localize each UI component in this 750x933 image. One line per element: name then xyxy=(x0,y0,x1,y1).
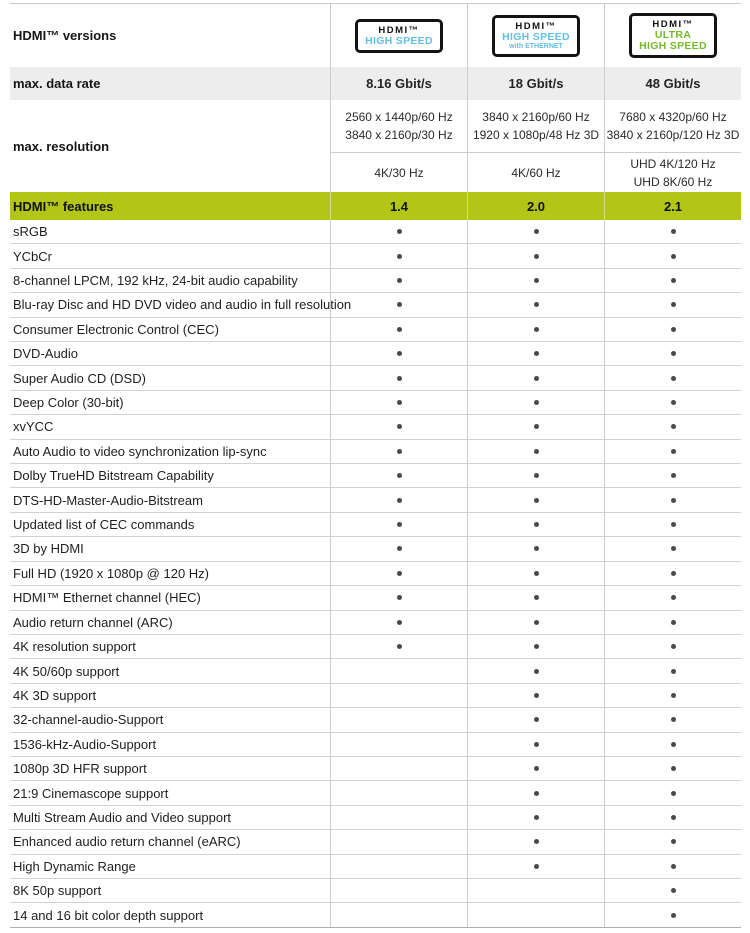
feature-supported-cell xyxy=(604,318,741,341)
resolution-cell xyxy=(467,100,604,192)
feature-label: 14 and 16 bit color depth support xyxy=(13,907,204,923)
feature-unsupported-cell xyxy=(330,830,467,853)
badge-subline: with ETHERNET xyxy=(509,42,563,50)
feature-supported-cell xyxy=(604,391,741,414)
features-header-label: HDMI™ features xyxy=(13,198,114,214)
support-dot-icon xyxy=(397,620,402,625)
support-dot-icon xyxy=(534,693,539,698)
support-dot-icon xyxy=(671,620,676,625)
support-dot-icon xyxy=(534,376,539,381)
feature-unsupported-cell xyxy=(330,903,467,926)
feature-unsupported-cell xyxy=(330,708,467,731)
feature-supported-cell xyxy=(330,537,467,560)
feature-supported-cell xyxy=(604,635,741,658)
feature-supported-cell xyxy=(467,635,604,658)
resolution-line: 7680 x 4320p/60 Hz xyxy=(619,110,727,124)
support-dot-icon xyxy=(671,888,676,893)
feature-supported-cell xyxy=(604,781,741,804)
feature-supported-cell xyxy=(330,464,467,487)
support-dot-icon xyxy=(671,522,676,527)
hdmi-logo: HDMI™ xyxy=(652,19,694,30)
data-rate-value: 8.16 Gbit/s xyxy=(330,67,467,100)
support-dot-icon xyxy=(534,351,539,356)
feature-label: 21:9 Cinemascope support xyxy=(13,785,169,801)
feature-supported-cell xyxy=(604,293,741,316)
support-dot-icon xyxy=(671,913,676,918)
support-dot-icon xyxy=(397,302,402,307)
resolution-summary xyxy=(331,152,467,192)
feature-supported-cell xyxy=(330,440,467,463)
feature-supported-cell xyxy=(467,464,604,487)
feature-row xyxy=(10,513,741,537)
feature-supported-cell xyxy=(467,342,604,365)
feature-unsupported-cell xyxy=(330,659,467,682)
support-dot-icon xyxy=(397,644,402,649)
feature-label: Blu-ray Disc and HD DVD video and audio in full resolution xyxy=(13,297,352,313)
support-dot-icon xyxy=(397,254,402,259)
feature-row xyxy=(10,318,741,342)
support-dot-icon xyxy=(534,717,539,722)
feature-label: Enhanced audio return channel (eARC) xyxy=(13,834,241,850)
support-dot-icon xyxy=(534,546,539,551)
feature-row xyxy=(10,293,741,317)
feature-row xyxy=(10,855,741,879)
hdmi-version-number: 2.1 xyxy=(604,192,741,220)
support-dot-icon xyxy=(534,571,539,576)
feature-supported-cell xyxy=(604,611,741,634)
feature-row xyxy=(10,440,741,464)
feature-supported-cell xyxy=(604,855,741,878)
feature-supported-cell xyxy=(330,611,467,634)
feature-supported-cell xyxy=(604,830,741,853)
resolution-line: 4K/30 Hz xyxy=(374,165,424,180)
resolution-summary xyxy=(468,152,604,192)
feature-supported-cell xyxy=(467,733,604,756)
feature-label: Auto Audio to video synchronization lip-sync xyxy=(13,443,267,459)
feature-label: Deep Color (30-bit) xyxy=(13,395,124,411)
support-dot-icon xyxy=(671,473,676,478)
feature-supported-cell xyxy=(467,537,604,560)
data-rate-value: 18 Gbit/s xyxy=(467,67,604,100)
resolution-values xyxy=(331,100,467,152)
hdmi-comparison-table xyxy=(10,3,741,928)
feature-supported-cell xyxy=(467,830,604,853)
support-dot-icon xyxy=(397,449,402,454)
feature-supported-cell xyxy=(604,806,741,829)
hdmi-2-1-badge-cell xyxy=(604,4,741,67)
badge-line: ULTRA xyxy=(654,29,692,41)
support-dot-icon xyxy=(671,278,676,283)
hdmi-high-speed-badge xyxy=(355,19,443,53)
support-dot-icon xyxy=(397,595,402,600)
support-dot-icon xyxy=(671,717,676,722)
support-dot-icon xyxy=(534,669,539,674)
feature-supported-cell xyxy=(330,366,467,389)
resolution-line: 3840 x 2160p/30 Hz xyxy=(345,128,453,142)
feature-label: 1536-kHz-Audio-Support xyxy=(13,736,157,752)
support-dot-icon xyxy=(534,644,539,649)
feature-supported-cell xyxy=(330,318,467,341)
support-dot-icon xyxy=(397,571,402,576)
feature-supported-cell xyxy=(604,366,741,389)
versions-row xyxy=(10,3,741,67)
feature-label: 4K 50/60p support xyxy=(13,663,120,679)
feature-supported-cell xyxy=(467,684,604,707)
feature-label: 32-channel-audio-Support xyxy=(13,712,164,728)
resolution-line: 4K/60 Hz xyxy=(511,165,561,180)
support-dot-icon xyxy=(671,644,676,649)
support-dot-icon xyxy=(671,449,676,454)
feature-supported-cell xyxy=(604,562,741,585)
feature-supported-cell xyxy=(467,562,604,585)
feature-label: Dolby TrueHD Bitstream Capability xyxy=(13,468,214,484)
feature-label: DTS-HD-Master-Audio-Bitstream xyxy=(13,492,203,508)
support-dot-icon xyxy=(397,400,402,405)
feature-supported-cell xyxy=(330,269,467,292)
support-dot-icon xyxy=(397,473,402,478)
badge-line: HIGH SPEED xyxy=(365,34,433,47)
feature-row xyxy=(10,733,741,757)
support-dot-icon xyxy=(534,864,539,869)
feature-supported-cell xyxy=(330,342,467,365)
resolution-line: UHD 8K/60 Hz xyxy=(633,174,713,189)
support-dot-icon xyxy=(671,571,676,576)
badge-line: HIGH SPEED xyxy=(502,30,570,43)
feature-row xyxy=(10,757,741,781)
feature-row xyxy=(10,366,741,390)
feature-row xyxy=(10,562,741,586)
feature-label: 3D by HDMI xyxy=(13,541,84,557)
feature-row xyxy=(10,586,741,610)
feature-row xyxy=(10,659,741,683)
feature-row xyxy=(10,342,741,366)
feature-supported-cell xyxy=(467,318,604,341)
feature-supported-cell xyxy=(604,586,741,609)
feature-supported-cell xyxy=(604,440,741,463)
support-dot-icon xyxy=(534,522,539,527)
support-dot-icon xyxy=(671,791,676,796)
feature-row xyxy=(10,879,741,903)
feature-label: 8-channel LPCM, 192 kHz, 24-bit audio capability xyxy=(13,273,298,289)
feature-label: Consumer Electronic Control (CEC) xyxy=(13,321,219,337)
support-dot-icon xyxy=(671,254,676,259)
support-dot-icon xyxy=(534,424,539,429)
resolution-summary xyxy=(605,152,741,192)
versions-row-label: HDMI™ versions xyxy=(13,28,117,43)
feature-supported-cell xyxy=(604,513,741,536)
feature-row xyxy=(10,903,741,927)
feature-label: sRGB xyxy=(13,224,48,240)
feature-unsupported-cell xyxy=(467,879,604,902)
resolution-row xyxy=(10,100,741,192)
feature-row xyxy=(10,611,741,635)
feature-label: DVD-Audio xyxy=(13,346,79,362)
support-dot-icon xyxy=(671,327,676,332)
resolution-values xyxy=(605,100,741,152)
support-dot-icon xyxy=(671,424,676,429)
support-dot-icon xyxy=(534,327,539,332)
feature-label: 1080p 3D HFR support xyxy=(13,761,147,777)
feature-supported-cell xyxy=(467,757,604,780)
feature-supported-cell xyxy=(604,464,741,487)
support-dot-icon xyxy=(397,546,402,551)
feature-supported-cell xyxy=(330,293,467,316)
feature-row xyxy=(10,220,741,244)
feature-supported-cell xyxy=(330,415,467,438)
feature-supported-cell xyxy=(467,366,604,389)
feature-unsupported-cell xyxy=(330,684,467,707)
resolution-values xyxy=(468,100,604,152)
feature-supported-cell xyxy=(467,244,604,267)
hdmi-2-0-badge-cell xyxy=(467,4,604,67)
feature-unsupported-cell xyxy=(330,879,467,902)
resolution-line: 3840 x 2160p/120 Hz 3D xyxy=(606,128,740,142)
feature-supported-cell xyxy=(604,488,741,511)
support-dot-icon xyxy=(397,229,402,234)
support-dot-icon xyxy=(397,522,402,527)
support-dot-icon xyxy=(534,254,539,259)
support-dot-icon xyxy=(397,498,402,503)
feature-label: 4K resolution support xyxy=(13,639,136,655)
support-dot-icon xyxy=(534,742,539,747)
feature-supported-cell xyxy=(604,733,741,756)
feature-supported-cell xyxy=(467,220,604,243)
support-dot-icon xyxy=(671,766,676,771)
resolution-line: 2560 x 1440p/60 Hz xyxy=(345,110,453,124)
feature-row xyxy=(10,537,741,561)
resolution-line: 3840 x 2160p/60 Hz xyxy=(482,110,590,124)
hdmi-version-number: 1.4 xyxy=(330,192,467,220)
support-dot-icon xyxy=(534,766,539,771)
support-dot-icon xyxy=(671,302,676,307)
feature-label: xvYCC xyxy=(13,419,54,435)
feature-supported-cell xyxy=(604,537,741,560)
feature-supported-cell xyxy=(467,708,604,731)
features-header-row xyxy=(10,192,741,220)
support-dot-icon xyxy=(534,815,539,820)
feature-supported-cell xyxy=(330,513,467,536)
feature-supported-cell xyxy=(604,879,741,902)
feature-supported-cell xyxy=(604,220,741,243)
support-dot-icon xyxy=(671,376,676,381)
hdmi-ultra-high-speed-badge xyxy=(629,13,717,58)
feature-unsupported-cell xyxy=(330,781,467,804)
support-dot-icon xyxy=(671,693,676,698)
support-dot-icon xyxy=(671,595,676,600)
support-dot-icon xyxy=(534,498,539,503)
support-dot-icon xyxy=(671,400,676,405)
feature-row xyxy=(10,830,741,854)
hdmi-logo: HDMI™ xyxy=(515,20,557,32)
support-dot-icon xyxy=(671,351,676,356)
support-dot-icon xyxy=(671,864,676,869)
support-dot-icon xyxy=(534,595,539,600)
support-dot-icon xyxy=(397,327,402,332)
feature-supported-cell xyxy=(467,806,604,829)
feature-unsupported-cell xyxy=(330,806,467,829)
resolution-cell xyxy=(604,100,741,192)
feature-supported-cell xyxy=(330,391,467,414)
feature-row xyxy=(10,684,741,708)
feature-row xyxy=(10,464,741,488)
support-dot-icon xyxy=(671,839,676,844)
hdmi-1-4-badge-cell xyxy=(330,4,467,67)
feature-supported-cell xyxy=(467,293,604,316)
data-rate-value: 48 Gbit/s xyxy=(604,67,741,100)
feature-supported-cell xyxy=(467,659,604,682)
feature-supported-cell xyxy=(604,244,741,267)
hdmi-logo: HDMI™ xyxy=(378,24,420,36)
support-dot-icon xyxy=(534,620,539,625)
feature-supported-cell xyxy=(467,781,604,804)
feature-label: Full HD (1920 x 1080p @ 120 Hz) xyxy=(13,565,210,581)
feature-supported-cell xyxy=(467,586,604,609)
support-dot-icon xyxy=(671,669,676,674)
feature-supported-cell xyxy=(330,586,467,609)
badge-line: HIGH SPEED xyxy=(639,40,707,52)
resolution-label: max. resolution xyxy=(13,138,110,154)
feature-supported-cell xyxy=(604,342,741,365)
feature-label: 8K 50p support xyxy=(13,883,102,899)
feature-supported-cell xyxy=(604,684,741,707)
feature-supported-cell xyxy=(604,903,741,926)
support-dot-icon xyxy=(534,400,539,405)
feature-supported-cell xyxy=(604,757,741,780)
support-dot-icon xyxy=(397,424,402,429)
resolution-cell xyxy=(330,100,467,192)
support-dot-icon xyxy=(671,815,676,820)
feature-row xyxy=(10,806,741,830)
support-dot-icon xyxy=(534,229,539,234)
feature-row xyxy=(10,635,741,659)
feature-supported-cell xyxy=(467,415,604,438)
feature-row xyxy=(10,244,741,268)
data-rate-label: max. data rate xyxy=(13,76,101,91)
feature-supported-cell xyxy=(330,220,467,243)
feature-supported-cell xyxy=(467,488,604,511)
features-rows xyxy=(10,220,741,928)
feature-label: Super Audio CD (DSD) xyxy=(13,370,146,386)
feature-row xyxy=(10,391,741,415)
feature-supported-cell xyxy=(467,611,604,634)
feature-unsupported-cell xyxy=(330,855,467,878)
feature-supported-cell xyxy=(330,562,467,585)
feature-row xyxy=(10,415,741,439)
support-dot-icon xyxy=(534,839,539,844)
feature-supported-cell xyxy=(467,513,604,536)
support-dot-icon xyxy=(671,229,676,234)
feature-supported-cell xyxy=(330,635,467,658)
support-dot-icon xyxy=(534,302,539,307)
feature-label: HDMI™ Ethernet channel (HEC) xyxy=(13,590,201,606)
feature-label: 4K 3D support xyxy=(13,687,97,703)
feature-label: Updated list of CEC commands xyxy=(13,517,195,533)
support-dot-icon xyxy=(534,449,539,454)
support-dot-icon xyxy=(671,742,676,747)
feature-label: Multi Stream Audio and Video support xyxy=(13,809,232,825)
support-dot-icon xyxy=(534,473,539,478)
feature-label: YCbCr xyxy=(13,248,53,264)
feature-supported-cell xyxy=(330,244,467,267)
support-dot-icon xyxy=(671,498,676,503)
support-dot-icon xyxy=(397,278,402,283)
feature-row xyxy=(10,488,741,512)
feature-unsupported-cell xyxy=(330,757,467,780)
feature-label: Audio return channel (ARC) xyxy=(13,614,173,630)
feature-unsupported-cell xyxy=(467,903,604,926)
hdmi-high-speed-ethernet-badge xyxy=(492,15,580,57)
support-dot-icon xyxy=(671,546,676,551)
feature-label: High Dynamic Range xyxy=(13,858,136,874)
feature-supported-cell xyxy=(467,269,604,292)
feature-row xyxy=(10,269,741,293)
feature-supported-cell xyxy=(604,708,741,731)
support-dot-icon xyxy=(534,278,539,283)
feature-supported-cell xyxy=(604,659,741,682)
feature-supported-cell xyxy=(604,269,741,292)
feature-supported-cell xyxy=(467,391,604,414)
feature-row xyxy=(10,781,741,805)
resolution-line: 1920 x 1080p/48 Hz 3D xyxy=(472,128,600,142)
data-rate-row xyxy=(10,67,741,100)
feature-supported-cell xyxy=(467,440,604,463)
feature-supported-cell xyxy=(604,415,741,438)
feature-unsupported-cell xyxy=(330,733,467,756)
resolution-line: UHD 4K/120 Hz xyxy=(630,156,716,171)
support-dot-icon xyxy=(397,376,402,381)
support-dot-icon xyxy=(397,351,402,356)
feature-supported-cell xyxy=(330,488,467,511)
support-dot-icon xyxy=(534,791,539,796)
hdmi-version-number: 2.0 xyxy=(467,192,604,220)
feature-supported-cell xyxy=(467,855,604,878)
feature-row xyxy=(10,708,741,732)
